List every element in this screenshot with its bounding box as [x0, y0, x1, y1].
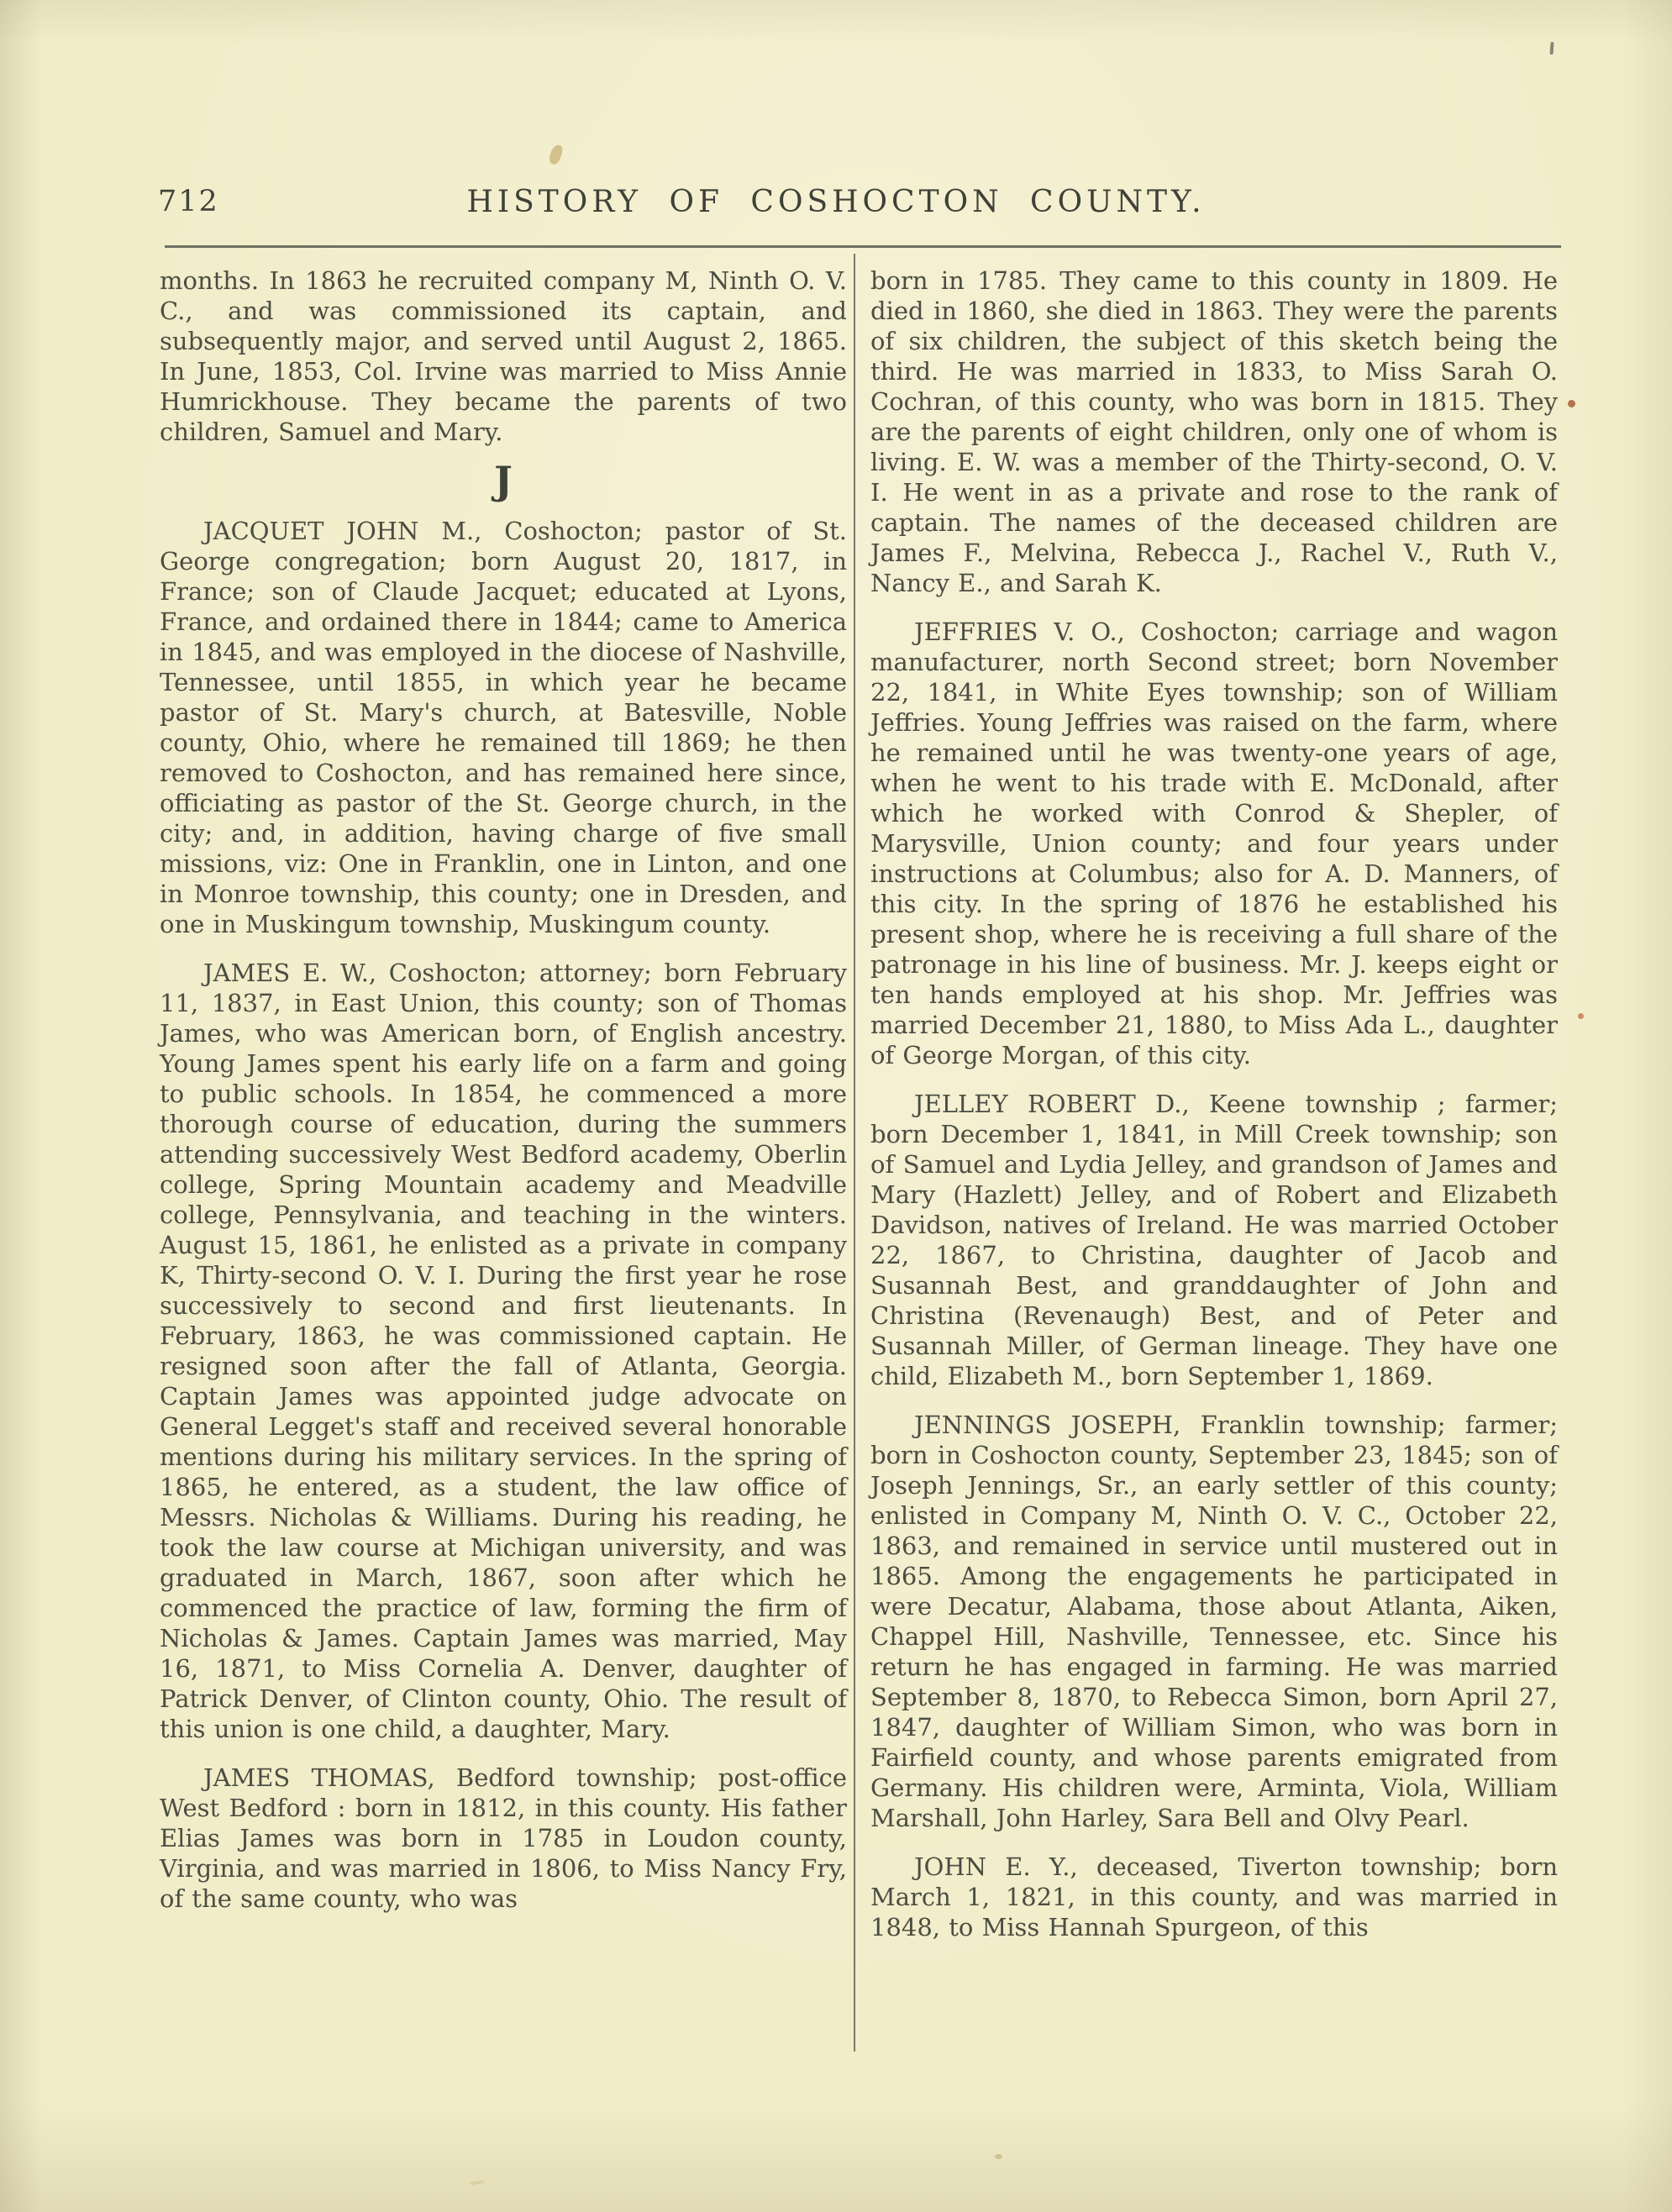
section-letter-j: J: [494, 458, 513, 503]
scan-smudge: [548, 144, 565, 166]
running-head-title: HISTORY OF COSHOCTON COUNTY.: [466, 185, 1206, 219]
entry-paragraph-james-thomas: JAMES THOMAS, Bedford township; post-office West Bedford : born in 1812, in this county. His father Elias James was born in 1785 in Loudon county, Virginia, and was married in 1806, to Miss Nancy Fry, of the same county, who was: [160, 1763, 847, 1913]
entry-paragraph-jacquet-john-m: JACQUET JOHN M., Coshocton; pastor of St. George congregation; born August 20, 1817, in France; son of Claude Jacquet; educated at Lyons, France, and ordained there in 1844; came to America in 1845, and was employed in the diocese of Nashville, Tennessee, until 1855, in which year he became pastor of St. Mary's church, at Batesville, Noble county, Ohio, where he remained till 1869; he then removed to Coshocton, and has remained here since, officiating as pastor of the St. George church, in the city; and, in addition, having charge of five small missions, viz: One in Franklin, one in Linton, and one in Monroe township, this county; one in Dresden, and one in Muskingum township, Muskingum county.: [160, 517, 847, 938]
scan-red-speck: [1568, 400, 1575, 407]
header-rule: [165, 245, 1561, 248]
entry-paragraph-james-thomas-continuation: born in 1785. They came to this county in 1809. He died in 1860, she died in 1863. They were the parents of six children, the subject of this sketch being the third. He was married in 1833, to Miss Sarah O. Cochran, of this county, who was born in 1815. They are the parents of eight children, only one of whom is living. E. W. was a member of the Thirty-second, O. V. I. He went in as a private and rose to the rank of captain. The names of the deceased children are James F., Melvina, Rebecca J., Rachel V., Ruth V., Nancy E., and Sarah K.: [870, 266, 1558, 597]
scan-red-speck: [1578, 1013, 1584, 1019]
scan-ink-dash: [1549, 42, 1554, 55]
left-column: [160, 265, 847, 1932]
entry-paragraph-jeffries-v-o: JEFFRIES V. O., Coshocton; carriage and wagon manufacturer, north Second street; born November 22, 1841, in White Eyes township; son of William Jeffries. Young Jeffries was raised on the farm, where he remained until he was twenty-one years of age, when he went to his trade with E. McDonald, after which he worked with Conrod & Shepler, of Marysville, Union county; and four years under instructions at Columbus; also for A. D. Manners, of this city. In the spring of 1876 he established his present shop, where he is receiving a full share of the patronage in his line of business. Mr. J. keeps eight or ten hands employed at his shop. Mr. Jeffries was married December 21, 1880, to Miss Ada L., daughter of George Morgan, of this city.: [870, 617, 1558, 1069]
entry-paragraph-jennings-joseph: JENNINGS JOSEPH, Franklin township; farmer; born in Coshocton county, September 23, 1845; son of Joseph Jennings, Sr., an early settler of this county; enlisted in Company M, Ninth O. V. C., October 22, 1863, and remained in service until mustered out in 1865. Among the engagements he participated in were Decatur, Alabama, those about Atlanta, Aiken, Chappel Hill, Nashville, Tennessee, etc. Since his return he has engaged in farming. He was married September 8, 1870, to Rebecca Simon, born April 27, 1847, daughter of William Simon, who was born in Fairfield county, and whose parents emigrated from Germany. His children were, Arminta, Viola, William Marshall, John Harley, Sara Bell and Olvy Pearl.: [870, 1411, 1558, 1832]
entry-paragraph-james-e-w: JAMES E. W., Coshocton; attorney; born February 11, 1837, in East Union, this county; son of Thomas James, who was American born, of English ancestry. Young James spent his early life on a farm and going to public schools. In 1854, he commenced a more thorough course of education, during the summers attending successively West Bedford academy, Oberlin college, Spring Mountain academy and Meadville college, Pennsylvania, and teaching in the winters. August 15, 1861, he enlisted as a private in company K, Thirty-second O. V. I. During the first year he rose successively to second and first lieutenants. In February, 1863, he was commissioned captain. He resigned soon after the fall of Atlanta, Georgia. Captain James was appointed judge advocate on General Legget's staff and received several honorable mentions during his military services. In the spring of 1865, he entered, as a student, the law office of Messrs. Nicholas & Williams. During his reading, he took the law course at Michigan university, and was graduated in March, 1867, soon after which he commenced the practice of law, forming the firm of Nicholas & James. Captain James was married, May 16, 1871, to Miss Cornelia A. Denver, daughter of Patrick Denver, of Clinton county, Ohio. The result of this union is one child, a daughter, Mary.: [160, 959, 847, 1743]
entry-paragraph-john-e-y: JOHN E. Y., deceased, Tiverton township; born March 1, 1821, in this county, and was married in 1848, to Miss Hannah Spurgeon, of this: [870, 1852, 1558, 1941]
right-column: [870, 265, 1558, 1961]
entry-paragraph-jelley-robert-d: JELLEY ROBERT D., Keene township ; farmer; born December 1, 1841, in Mill Creek township; son of Samuel and Lydia Jelley, and grandson of James and Mary (Hazlett) Jelley, and of Robert and Elizabeth Davidson, natives of Ireland. He was married October 22, 1867, to Christina, daughter of Jacob and Susannah Best, and granddaughter of John and Christina (Revenaugh) Best, and of Peter and Susannah Miller, of German lineage. They have one child, Elizabeth M., born September 1, 1869.: [870, 1090, 1558, 1390]
scan-paper-speck: [995, 2154, 1002, 2159]
entry-paragraph-irvine-continuation: months. In 1863 he recruited company M, Ninth O. V. C., and was commissioned its captain, and subsequently major, and served until August 2, 1865. In June, 1853, Col. Irvine was married to Miss Annie Humrickhouse. They became the parents of two children, Samuel and Mary.: [160, 266, 847, 446]
scan-paper-fiber: [471, 2180, 484, 2185]
page-number: 712: [158, 185, 219, 218]
column-divider: [854, 254, 855, 2052]
